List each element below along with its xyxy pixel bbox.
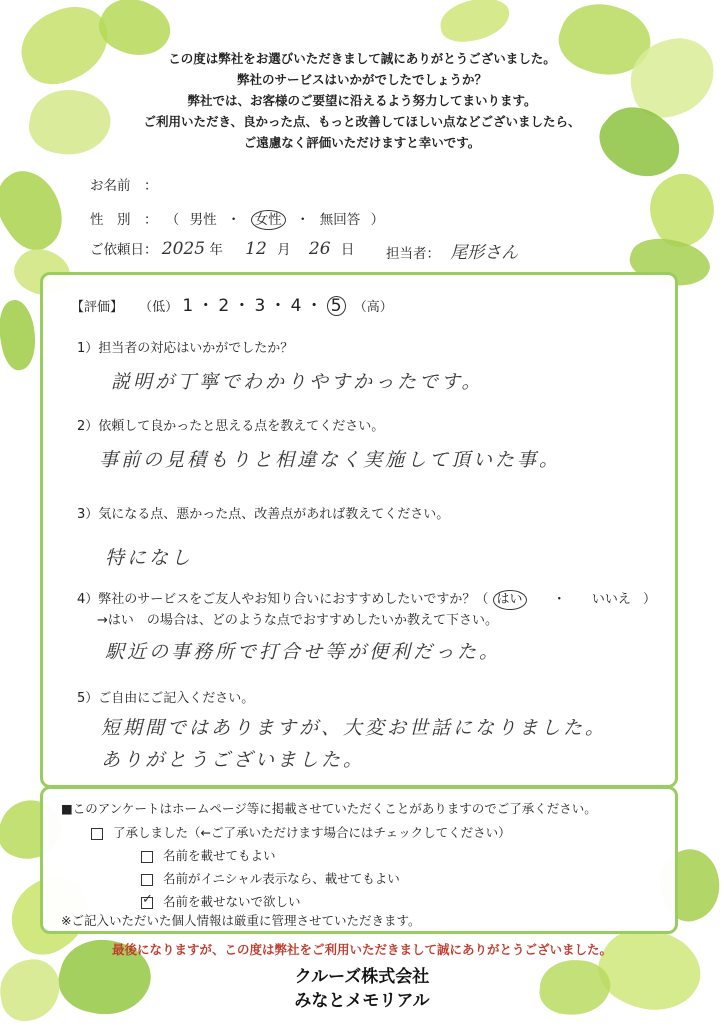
rating-separator: ・ xyxy=(233,296,251,316)
intro-line: この度は弊社をお選びいただきまして誠にありがとうございました。 xyxy=(168,51,556,66)
gender-close-paren: ） xyxy=(370,212,385,228)
month-unit: 月 xyxy=(277,242,291,258)
date-label: ご依頼日： xyxy=(90,242,158,258)
answer-no: いいえ xyxy=(591,592,631,607)
rating-option-1: 1 xyxy=(182,296,194,316)
gender-label: 性 別 ： xyxy=(90,212,158,228)
name-option-2-row xyxy=(141,869,400,887)
day-unit: 日 xyxy=(340,242,355,258)
name-option-1-label: 名前を載せてもよい xyxy=(163,848,276,863)
rating-label: 【評価】 xyxy=(71,300,124,315)
gender-female-selected: 女性 xyxy=(251,210,286,230)
name-option-3-row xyxy=(141,892,301,910)
answer-2: 事前の見積もりと相違なく実施して頂いた事。 xyxy=(99,449,562,471)
leaf-decoration xyxy=(0,297,41,372)
question-2: 2）依頼して良かったと思える点を教えてください。 xyxy=(77,419,385,434)
intro-line: ご利用いただき、良かった点、もっと改善してほしい点などございましたら、 xyxy=(143,114,581,129)
question-1: 1）担当者の対応はいかがでしたか？ xyxy=(77,341,294,356)
rating-separator: ・ xyxy=(269,296,287,316)
intro-line: 弊社では、お客様のご要望に沿えるよう努力してまいります。 xyxy=(187,93,537,108)
date-month: 12 xyxy=(245,239,267,259)
gender-separator: ・ xyxy=(295,212,310,228)
privacy-note: ※ご記入いただいた個人情報は厳重に管理させていただきます。 xyxy=(61,913,421,928)
intro-line: ご遠慮なく評価いただけますと幸いです。 xyxy=(243,135,481,150)
staff-name: 尾形さん xyxy=(450,243,519,263)
leaf-decoration xyxy=(0,160,78,260)
answer-5-line1: 短期間ではありますが、大変お世話になりました。 xyxy=(101,717,608,739)
consent-agree-label: 了承しました（←ご了承いただけます場合にはチェックしてください） xyxy=(113,825,511,840)
question-4 xyxy=(77,588,656,610)
gender-row xyxy=(90,208,384,230)
rating-option-4: 4 xyxy=(290,296,302,316)
date-row xyxy=(90,238,354,259)
question-4-text: 4）弊社のサービスをご友人やお知り合いにおすすめしたいですか？（ xyxy=(77,592,489,607)
rating-high-label: （高） xyxy=(353,300,393,315)
intro-line: 弊社のサービスはいかがでしたでしょうか？ xyxy=(236,72,487,87)
rating-row xyxy=(71,291,393,316)
evaluation-panel xyxy=(40,272,678,788)
name-option-3-label: 名前を載せないで欲しい xyxy=(163,894,301,909)
intro-message xyxy=(0,48,724,153)
rating-option-2: 2 xyxy=(218,296,230,316)
consent-panel xyxy=(40,786,678,934)
date-day: 26 xyxy=(308,239,331,259)
staff-row xyxy=(386,238,518,263)
company-name: クルーズ株式会社 xyxy=(294,967,430,987)
name-option-3-checkbox-checked[interactable] xyxy=(141,897,153,909)
gender-none: 無回答 xyxy=(319,212,361,228)
name-option-2-checkbox[interactable] xyxy=(141,874,153,886)
answer-4: 駅近の事務所で打合せ等が便利だった。 xyxy=(105,641,502,663)
name-option-1-row xyxy=(141,846,276,864)
rating-separator: ・ xyxy=(305,296,323,316)
answer-yes-selected: はい xyxy=(493,590,527,610)
rating-option-5-selected: 5 xyxy=(327,296,346,316)
name-option-1-checkbox[interactable] xyxy=(141,851,153,863)
consent-notice: ■このアンケートはホームページ等に掲載させていただくことがありますのでご了承ください。 xyxy=(61,801,597,816)
gender-open-paren: （ xyxy=(165,212,180,228)
consent-agree-row xyxy=(91,823,511,841)
name-label: お名前 ： xyxy=(90,178,158,194)
leaf-decoration xyxy=(437,0,513,46)
closing-message: 最後になりますが、この度は弊社をご利用いただきまして誠にありがとうございました。 xyxy=(111,942,612,957)
question-3: 3）気になる点、悪かった点、改善点があれば教えてください。 xyxy=(77,507,450,522)
question-4-sub: →はい の場合は、どのような点でおすすめしたいか教えて下さい。 xyxy=(97,613,499,628)
question-5: 5）ご自由にご記入ください。 xyxy=(77,691,255,706)
rating-option-3: 3 xyxy=(254,296,266,316)
company-brand: みなとメモリアル xyxy=(294,991,430,1011)
answer-3: 特になし xyxy=(105,547,194,569)
date-year: 2025 xyxy=(161,239,206,259)
rating-separator: ・ xyxy=(197,296,215,316)
question-4-close: ） xyxy=(643,592,657,607)
gender-male: 男性 xyxy=(189,212,217,228)
answer-5-line2: ありがとうございました。 xyxy=(101,749,366,771)
year-unit: 年 xyxy=(209,242,223,258)
answer-1: 説明が丁寧でわかりやすかったです。 xyxy=(111,371,484,393)
rating-low-label: （低） xyxy=(139,300,179,315)
name-option-2-label: 名前がイニシャル表示なら、載せてもよい xyxy=(163,871,400,886)
answer-separator: ・ xyxy=(552,592,566,607)
consent-agree-checkbox[interactable] xyxy=(91,828,103,840)
gender-separator: ・ xyxy=(226,212,241,228)
staff-label: 担当者： xyxy=(386,246,440,262)
